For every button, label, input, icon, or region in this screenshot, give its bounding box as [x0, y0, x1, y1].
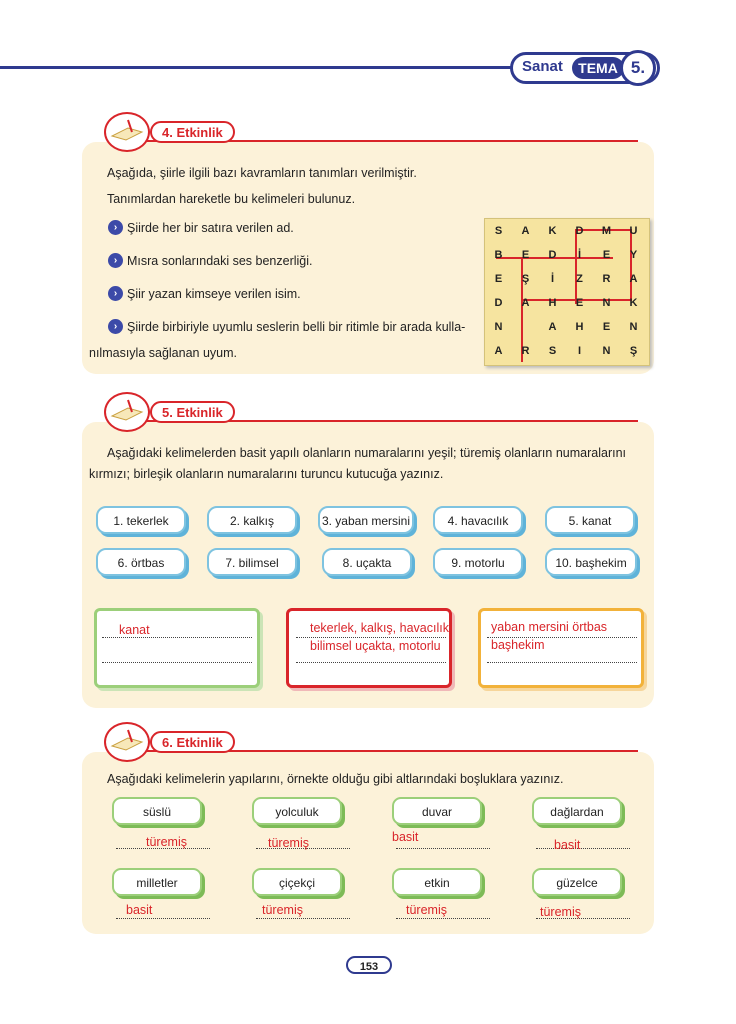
- structure-answer: türemiş: [540, 905, 581, 919]
- word-box: güzelce: [532, 868, 622, 896]
- word-box: yolculuk: [252, 797, 342, 825]
- answer-line: [102, 637, 252, 638]
- activity6-instruction: Aşağıdaki kelimelerin yapılarını, örnekte olduğu gibi altlarındaki boşluklara yazınız.: [107, 772, 564, 786]
- header-rule: [0, 66, 520, 69]
- grid-letter: M: [601, 225, 612, 237]
- activity4-intro2: Tanımlardan hareketle bu kelimeleri bulunuz.: [107, 192, 356, 206]
- word-box: 2. kalkış: [207, 506, 297, 534]
- word-box: 6. örtbas: [96, 548, 186, 576]
- structure-answer: basit: [554, 838, 581, 852]
- answer-line: [487, 662, 637, 663]
- grid-letter: [512, 315, 539, 339]
- tema-number: 5.: [620, 50, 656, 86]
- activity5-instruction2: kırmızı; birleşik olanların numaralarını turuncu kutucuğa yazınız.: [89, 467, 444, 481]
- grid-letter: K: [629, 297, 638, 309]
- chevron-right-icon: ›: [108, 220, 123, 235]
- activity4-item1: Şiirde her bir satıra verilen ad.: [127, 221, 294, 235]
- grid-letter: İ: [577, 249, 582, 261]
- word-search-grid: [484, 218, 650, 366]
- word-box: çiçekçi: [252, 868, 342, 896]
- word-box: 10. başhekim: [545, 548, 637, 576]
- answer-line: [116, 918, 210, 919]
- answer-line: [296, 662, 446, 663]
- grid-letter: H: [548, 297, 557, 309]
- grid-letter: İ: [550, 273, 555, 285]
- turemis-answer-line1: tekerlek, kalkış, havacılık: [310, 621, 449, 635]
- word-box: milletler: [112, 868, 202, 896]
- structure-answer: basit: [126, 903, 153, 917]
- birlesik-answer-line1: yaban mersini örtbas: [491, 620, 608, 634]
- answer-line: [396, 918, 490, 919]
- answer-line: [102, 662, 252, 663]
- open-book-icon: [104, 112, 150, 152]
- word-box: 3. yaban mersini: [318, 506, 414, 534]
- grid-letter: H: [575, 321, 584, 333]
- word-box: duvar: [392, 797, 482, 825]
- structure-answer: türemiş: [268, 836, 309, 850]
- activity5-title: 5. Etkinlik: [150, 401, 235, 423]
- structure-answer: basit: [392, 830, 419, 844]
- grid-letter: B: [494, 249, 503, 261]
- word-box: 8. uçakta: [322, 548, 412, 576]
- grid-letter: D: [575, 225, 584, 237]
- grid-letter: A: [629, 273, 638, 285]
- answer-line: [296, 637, 446, 638]
- grid-letter: S: [548, 345, 557, 357]
- activity6-title: 6. Etkinlik: [150, 731, 235, 753]
- word-box: 1. tekerlek: [96, 506, 186, 534]
- chevron-right-icon: ›: [108, 286, 123, 301]
- activity4-item2: Mısra sonlarındaki ses benzerliği.: [127, 254, 313, 268]
- word-box: süslü: [112, 797, 202, 825]
- grid-letter: N: [494, 321, 503, 333]
- grid-letter: N: [602, 345, 611, 357]
- word-box: 9. motorlu: [433, 548, 523, 576]
- open-book-icon: [104, 392, 150, 432]
- grid-letter: U: [629, 225, 638, 237]
- structure-answer: türemiş: [406, 903, 447, 917]
- grid-letter: I: [577, 345, 582, 357]
- word-box: dağlardan: [532, 797, 622, 825]
- answer-line: [536, 848, 630, 849]
- open-book-icon: [104, 722, 150, 762]
- subject-label: Sanat: [522, 58, 563, 75]
- page-number: 153: [346, 956, 392, 974]
- grid-letter: A: [521, 297, 530, 309]
- basit-answer: kanat: [119, 623, 150, 637]
- tema-label: TEMA: [572, 57, 624, 79]
- basit-answer-box[interactable]: [94, 608, 260, 688]
- word-box: etkin: [392, 868, 482, 896]
- grid-letter: R: [602, 273, 611, 285]
- grid-letter: S: [494, 225, 503, 237]
- birlesik-answer-line2: başhekim: [491, 638, 545, 652]
- grid-letter: R: [521, 345, 530, 357]
- answer-line: [396, 848, 490, 849]
- grid-letter: E: [521, 249, 530, 261]
- grid-letter: Ş: [521, 273, 530, 285]
- activity4-item3: Şiir yazan kimseye verilen isim.: [127, 287, 301, 301]
- grid-letter: D: [494, 297, 503, 309]
- turemis-answer-line2: bilimsel uçakta, motorlu: [310, 639, 441, 653]
- structure-answer: türemiş: [146, 835, 187, 849]
- activity4-title: 4. Etkinlik: [150, 121, 235, 143]
- answer-line: [256, 918, 350, 919]
- grid-letter: A: [548, 321, 557, 333]
- activity4-item4: Şiirde birbiriyle uyumlu seslerin belli bir ritimle bir arada kulla-: [127, 320, 466, 334]
- grid-letter: D: [548, 249, 557, 261]
- chevron-right-icon: ›: [108, 253, 123, 268]
- grid-letter: Y: [629, 249, 638, 261]
- grid-letter: E: [494, 273, 503, 285]
- grid-letter: E: [602, 321, 611, 333]
- structure-answer: türemiş: [262, 903, 303, 917]
- grid-letter: A: [521, 225, 530, 237]
- grid-letter: A: [494, 345, 503, 357]
- grid-letter: Ş: [629, 345, 638, 357]
- activity4-item4-cont: nılmasıyla sağlanan uyum.: [89, 346, 237, 360]
- grid-letter: E: [602, 249, 611, 261]
- grid-letter: E: [575, 297, 584, 309]
- grid-letter: N: [629, 321, 638, 333]
- grid-letter: Z: [576, 273, 583, 285]
- grid-letter: K: [548, 225, 557, 237]
- activity4-intro1: Aşağıda, şiirle ilgili bazı kavramların tanımları verilmiştir.: [107, 166, 417, 180]
- word-box: 7. bilimsel: [207, 548, 297, 576]
- grid-letter: N: [602, 297, 611, 309]
- word-box: 5. kanat: [545, 506, 635, 534]
- word-box: 4. havacılık: [433, 506, 523, 534]
- chevron-right-icon: ›: [108, 319, 123, 334]
- activity5-instruction1: Aşağıdaki kelimelerden basit yapılı olanların numaralarını yeşil; türemiş olanların numaralarını: [107, 446, 627, 460]
